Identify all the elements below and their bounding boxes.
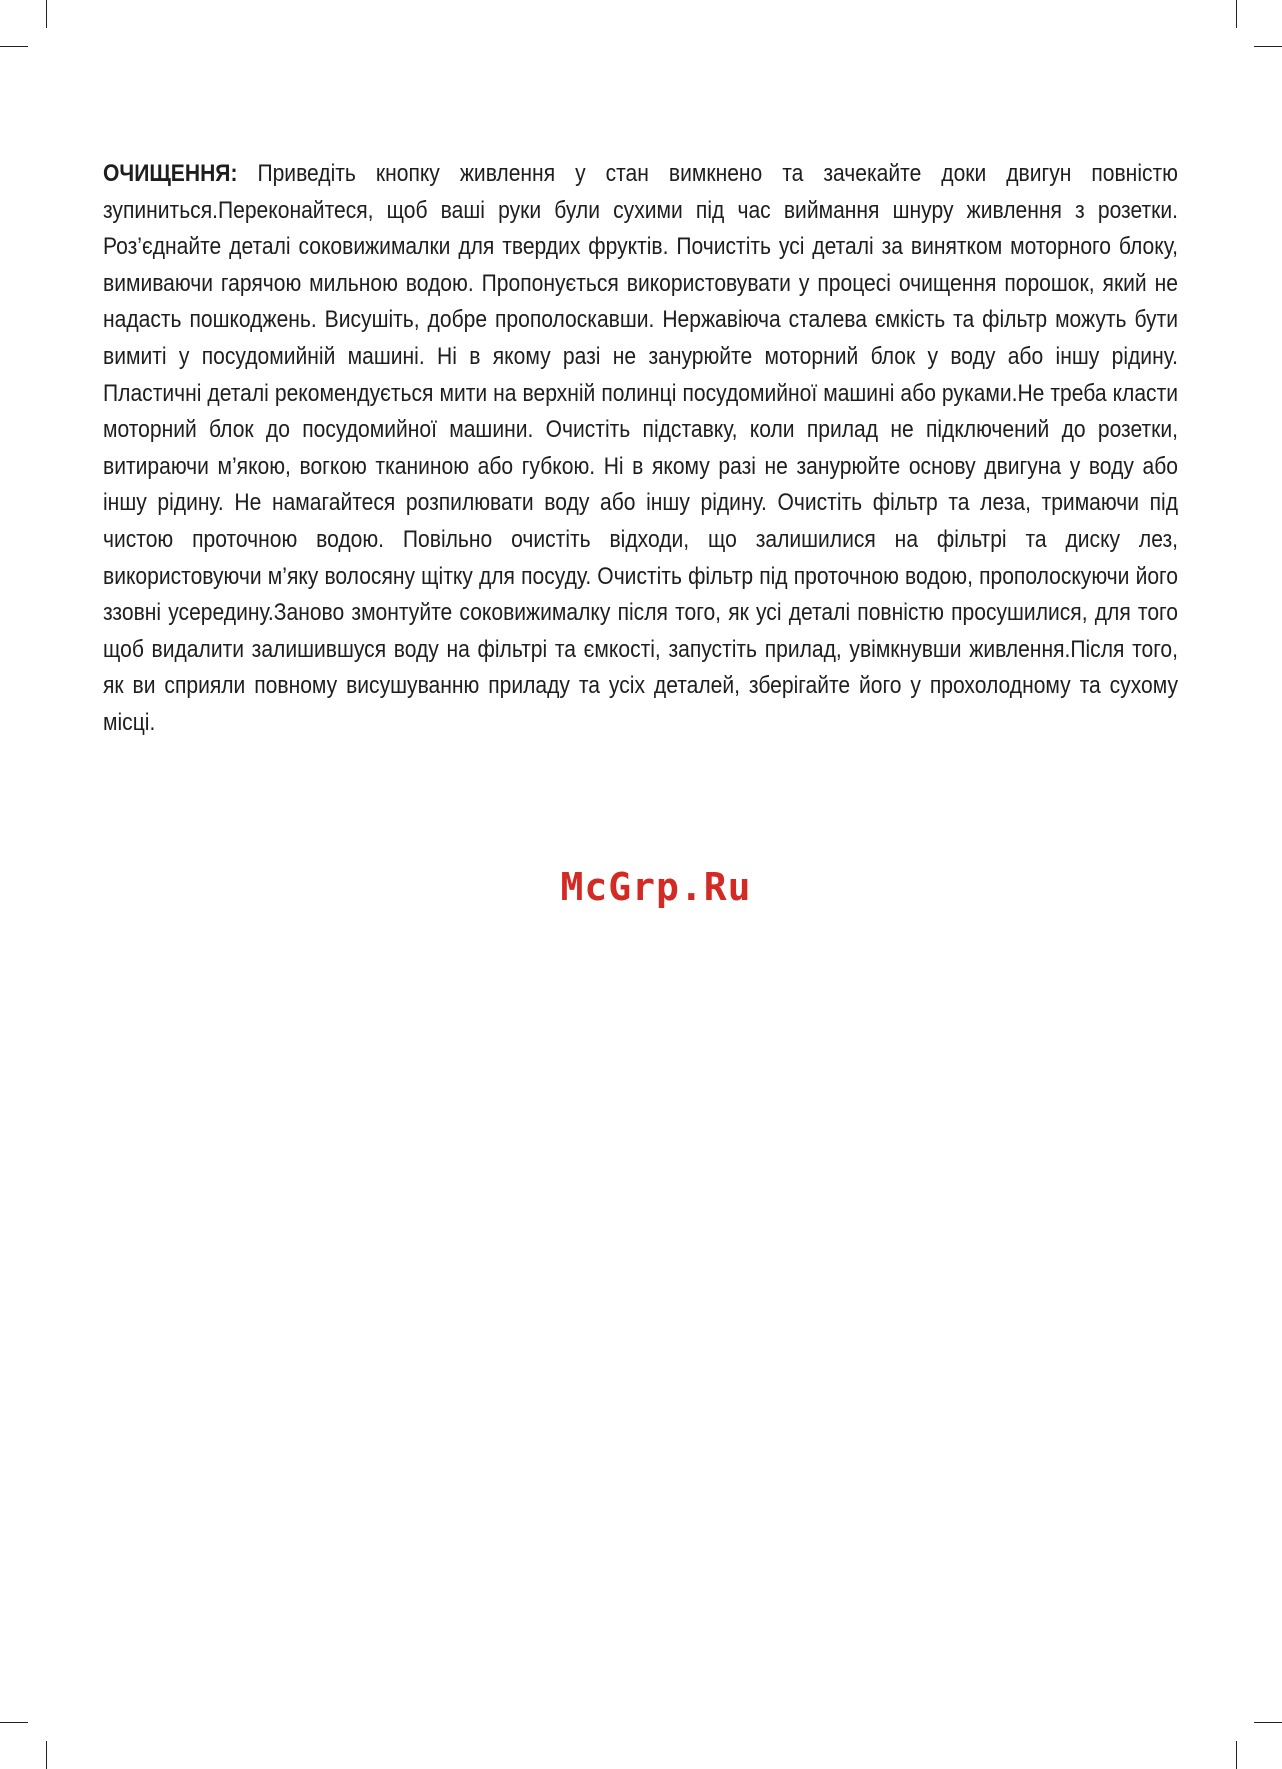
cleaning-instructions-paragraph — [103, 156, 1178, 742]
crop-mark-bottom-right-vertical — [1236, 1741, 1237, 1769]
crop-mark-bottom-left-horizontal — [0, 1722, 28, 1723]
section-heading: ОЧИЩЕННЯ: — [103, 160, 238, 187]
crop-mark-bottom-left-vertical — [46, 1741, 47, 1769]
crop-mark-top-right-horizontal — [1254, 46, 1282, 47]
crop-mark-top-left-horizontal — [0, 46, 28, 47]
crop-mark-top-left-vertical — [46, 0, 47, 28]
paragraph-body: Приведіть кнопку живлення у стан вимкнено та зачекайте доки двигун повністю зупиниться.Переконайтеся, щоб ваші руки були сухими під час виймання шнуру живлення з розетки. Роз’єднайте деталі соковижималки для твердих фруктів. Почистіть усі деталі за винятком моторного блоку, вимиваючи гарячою мильною водою. Пропонується використовувати у процесі очищення порошок, який не надасть пошкоджень. Висушіть, добре прополоскавши. Нержавіюча сталева ємкість та фільтр можуть бути вимиті у посудомийній машині. Ні в якому разі не занурюйте моторний блок у воду або іншу рідину. Пластичні деталі рекомендується мити на верхній полинці посудомийної машині або руками.Не треба класти моторний блок до посудомийної машини. Очистіть підставку, коли прилад не підключений до розетки, витираючи м’якою, вогкою тканиною або губкою. Ні в якому разі не занурюйте основу двигуна у воду або іншу рідину. Не намагайтеся розпилювати воду або іншу рідину. Очистіть фільтр та леза, тримаючи під чистою проточною водою. Повільно очистіть відходи, що залишилися на фільтрі та диску лез, використовуючи м’яку волосяну щітку для посуду. Очистіть фільтр під проточною водою, прополоскуючи його ззовні усередину.Заново змонтуйте соковижималку після того, як усі деталі повністю просушилися, для того щоб видалити залишившуся воду на фільтрі та ємкості, запустіть прилад, увімкнувши живлення.Після того, як ви сприяли повному висушуванню приладу та усіх деталей, зберігайте його у прохолодному та сухому місці. — [103, 160, 1178, 736]
crop-mark-top-right-vertical — [1236, 0, 1237, 28]
watermark: McGrp.Ru — [560, 865, 752, 909]
crop-mark-bottom-right-horizontal — [1254, 1722, 1282, 1723]
